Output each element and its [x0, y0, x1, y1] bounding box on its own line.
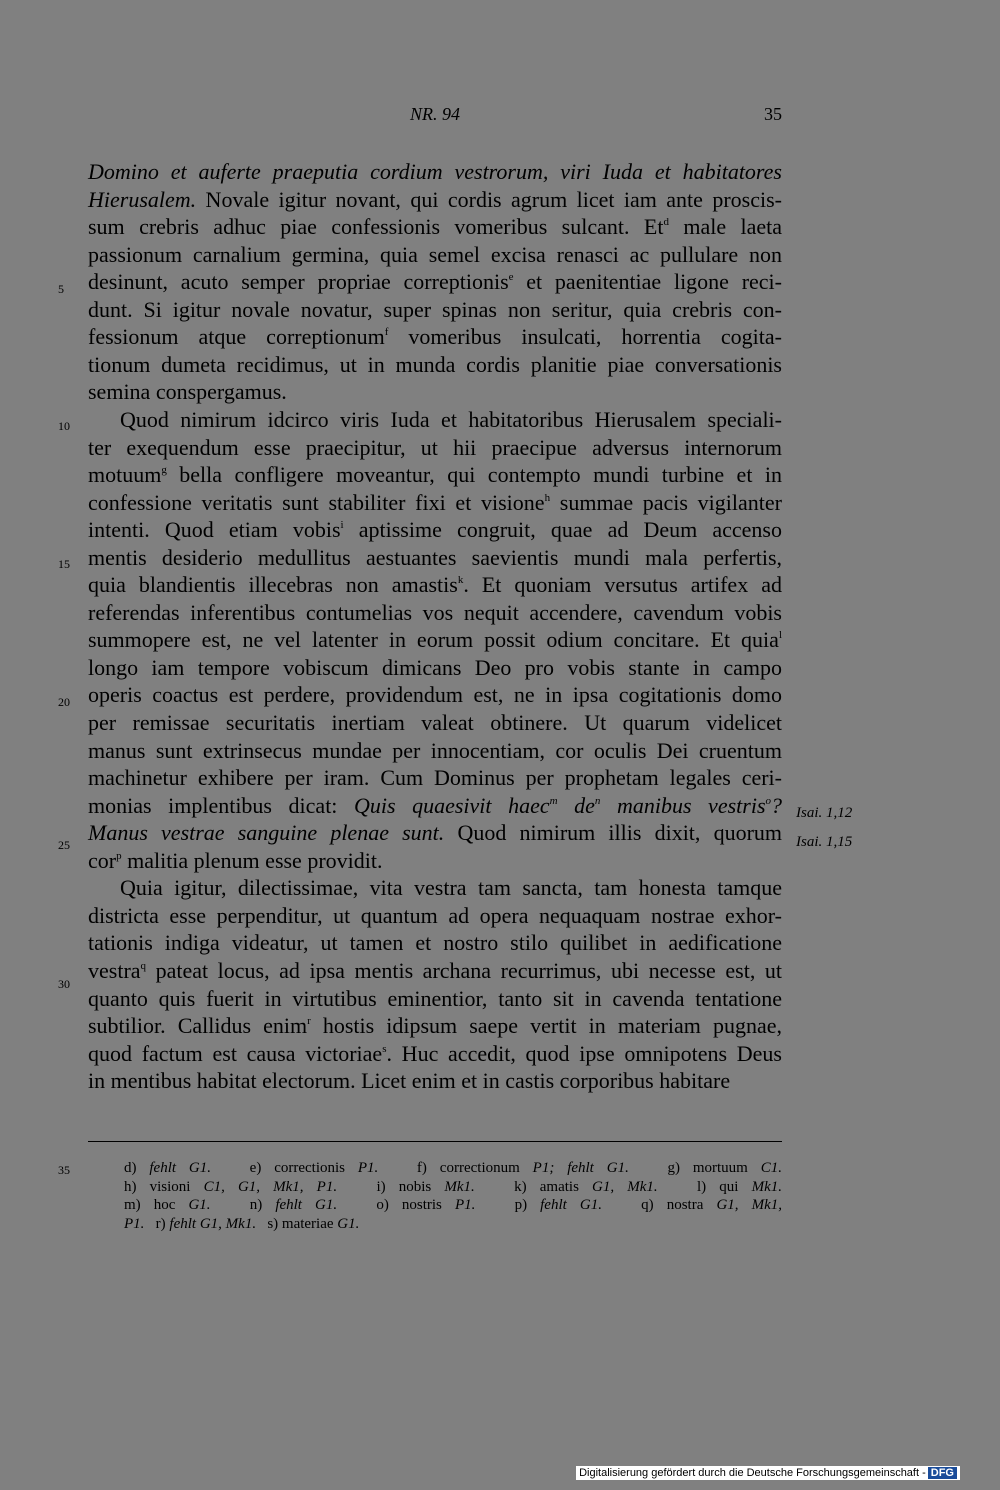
line-number: 20	[58, 695, 70, 709]
text-line: Quia igitur, dilectissimae, vita vestra tam sancta, tam honesta tamque	[120, 875, 782, 901]
credit-text: Digitalisierung gefördert durch die Deutsche Forschungsgemeinschaft -	[579, 1467, 926, 1479]
footnote-line: h) visioni C1, G1, Mk1, P1. i) nobis Mk1. k) amatis G1, Mk1. l) qui Mk1.	[124, 1178, 782, 1195]
margin-note: Isai. 1,15	[796, 834, 853, 850]
text-line: subtilior. Callidus enim$^r$ hostis idipsum saepe vertit in materiam pugnae,	[88, 1013, 782, 1039]
line-number: 35	[58, 1163, 70, 1177]
footnote-line: d) fehlt G1. e) correctionis P1. f) correctionum P1; fehlt G1. g) mortuum C1.	[124, 1160, 782, 1176]
margin-note: Isai. 1,12	[796, 805, 853, 821]
text-line: longo iam tempore vobiscum dimicans Deo pro vobis stante in campo	[88, 654, 782, 680]
text-line: referendas inferentibus contumelias vos nequit accendere, cavendum vobis	[88, 599, 782, 625]
page-header	[88, 104, 782, 132]
text-line: motuum$^g$ bella confligere moveantur, qui contempto mundi turbine et in	[88, 462, 782, 488]
text-line: Domino et auferte praeputia cordium vestrorum, viri Iuda et habitatores	[88, 159, 782, 184]
text-line: summopere est, ne vel latenter in eorum possit odium concitare. Et quia$^l$	[88, 627, 782, 653]
text-line: operis coactus est perdere, providendum est, ne in ipsa cogitationis domo	[88, 682, 782, 708]
text-line: confessione veritatis sunt stabiliter fixi et visione$^h$ summae pacis vigilanter	[88, 489, 782, 515]
line-number: 15	[58, 557, 70, 571]
text-line: ter exequendum esse praecipitur, ut hii praecipue adversus internorum	[88, 434, 782, 460]
text-line: Hierusalem. Novale igitur novant, qui cordis agrum licet iam ante proscis-	[88, 186, 782, 212]
text-line: fessionum atque correptionum$^f$ vomeribus insulcati, horrentia cogita-	[88, 324, 782, 350]
line-number: 10	[58, 419, 70, 433]
text-line: Manus vestrae sanguine plenae sunt. Quod nimirum illis dixit, quorum	[88, 820, 783, 846]
text-line: quanto quis fuerit in virtutibus eminentior, tanto sit in cavenda tentatione	[88, 985, 782, 1011]
text-line: quod factum est causa victoriae$^s$. Huc accedit, quod ipse omnipotens Deus	[88, 1040, 782, 1066]
text-line: vestra$^q$ pateat locus, ad ipsa mentis archana recurrimus, ubi necesse est, ut	[88, 957, 782, 983]
text-line: machinetur exhibere per iram. Cum Dominus per prophetam legales ceri-	[88, 765, 782, 791]
dfg-credit	[576, 1466, 960, 1480]
line-number: 25	[58, 838, 70, 852]
text-line: tationis indiga videatur, ut tamen et nostro stilo quilibet in aedificatione	[88, 930, 782, 956]
line-number: 5	[58, 282, 64, 296]
text-line: semina conspergamus.	[88, 379, 287, 405]
line-number: 30	[58, 977, 70, 991]
text-line: manus sunt extrinsecus mundae per innocentiam, cor oculis Dei cruentum	[88, 737, 782, 763]
footnote-rule	[88, 1141, 782, 1142]
footnote-line: P1. r) fehlt G1, Mk1. s) materiae G1.	[124, 1215, 360, 1232]
text-line: intenti. Quod etiam vobis$^i$ aptissime congruit, quae ad Deum accenso	[88, 517, 782, 543]
text-line: Quod nimirum idcirco viris Iuda et habitatoribus Hierusalem speciali-	[120, 406, 782, 432]
page-number: 35	[764, 104, 782, 124]
text-line: passionum carnalium germina, quia semel excisa renasci ac pullulare non	[88, 241, 782, 267]
footnote-line: m) hoc G1. n) fehlt G1. o) nostris P1. p) fehlt G1. q) nostra G1, Mk1,	[124, 1197, 782, 1213]
text-line: mentis desiderio medullitus aestuantes saevientis mundi mala perfertis,	[88, 544, 782, 570]
text-line: per remissae securitatis inertiam valeat obtinere. Ut quarum videlicet	[88, 710, 782, 735]
text-line: monias implentibus dicat: Quis quaesivit haec$^m$ $de^n$ manibus vestris$^o$?	[88, 792, 782, 818]
text-line: desinunt, acuto semper propriae correptionis$^e$ et paenitentiae ligone reci-	[88, 269, 782, 295]
dfg-logo: DFG	[928, 1467, 957, 1479]
text-line: quia blandientis illecebras non amastis$^k$. Et quoniam versutus artifex ad	[88, 572, 782, 598]
running-title: NR. 94	[409, 104, 460, 124]
text-line: cor$^p$ malitia plenum esse providit.	[88, 847, 383, 873]
text-line: in mentibus habitat electorum. Licet enim et in castis corporibus habitare	[88, 1068, 731, 1094]
text-line: districta esse perpenditur, ut quantum ad opera nequaquam nostrae exhor-	[88, 902, 782, 928]
text-line: dunt. Si igitur novale novatur, super spinas non seritur, quia crebris con-	[88, 296, 782, 322]
text-line: sum crebris adhuc piae confessionis vomeribus sulcant. Et$^d$ male laeta	[88, 214, 782, 240]
text-line: tionum dumeta recidimus, ut in munda cordis planitie piae conversationis	[88, 351, 782, 377]
